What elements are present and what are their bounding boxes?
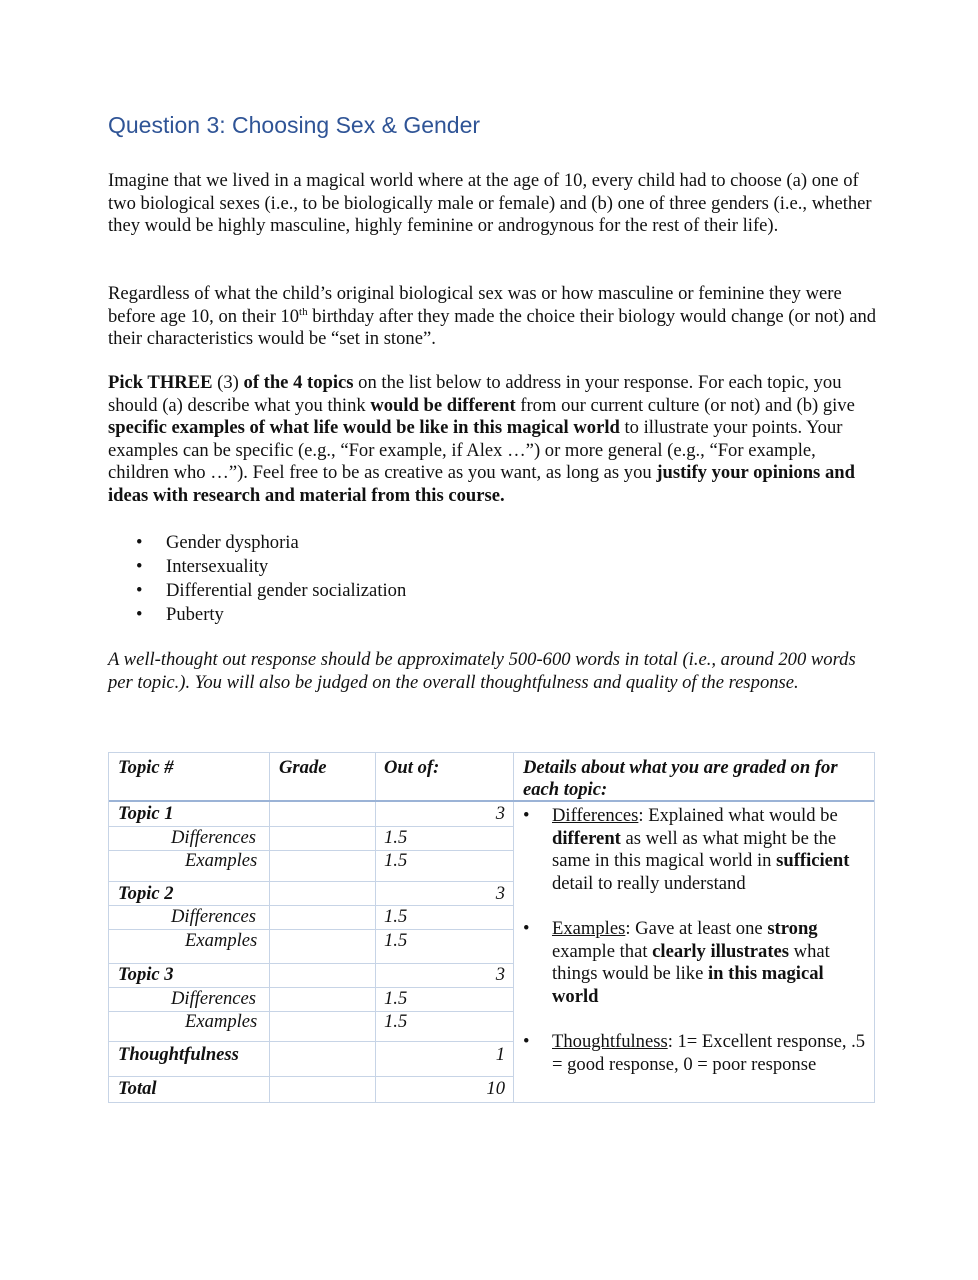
criteria-thoughtfulness-title: Thoughtfulness <box>552 1031 668 1052</box>
criteria-text: detail to really understand <box>552 872 746 894</box>
instr-bold-examples: specific examples of what life would be like in this magical world <box>108 417 620 438</box>
thoughtfulness-points: 1 <box>495 1044 505 1065</box>
topic-3-examples-label: Examples <box>185 1011 258 1032</box>
instr-bold-pick-three: Pick THREE <box>108 372 213 393</box>
topic-2-label: Topic 2 <box>118 883 174 904</box>
topic-3-label: Topic 3 <box>118 964 174 985</box>
criteria-bold: in this magical world <box>552 963 824 1007</box>
total-label: Total <box>118 1078 157 1099</box>
instr-bold-topics: of the 4 topics <box>243 372 354 393</box>
criteria-text: as well as what might be the same in this magical world in <box>552 827 837 871</box>
instr-bold-justify: justify your opinions and ideas with research and material from this course. <box>108 462 855 506</box>
criteria-bold: sufficient <box>776 850 850 871</box>
set-in-stone-paragraph <box>108 283 878 351</box>
topic-1-examples-label: Examples <box>185 850 258 871</box>
column-divider <box>513 753 514 1102</box>
criteria-bold: strong <box>767 918 818 939</box>
row-divider <box>109 850 513 851</box>
topic-1-label: Topic 1 <box>118 803 174 824</box>
topic-2-examples-points: 1.5 <box>384 930 408 951</box>
instr-text-1: (3) <box>212 372 244 393</box>
instr-text-2: on the list below to address in your response. For each topic, you should (a) describe what you think <box>108 372 842 416</box>
criteria-text: : Explained what would be <box>638 805 838 826</box>
row-divider <box>109 1041 513 1042</box>
row-divider <box>109 929 513 930</box>
instr-bold-different: would be different <box>370 394 516 416</box>
instr-text-4: to illustrate your points. Your examples can be specific (e.g., “For example, if Alex …”) or more general (e.g., “For example, children who …”). Feel free to be as creative as you want, as long as you <box>108 417 843 483</box>
topic-3-total: 3 <box>495 964 505 985</box>
para2-text-b: birthday after they made the choice their biology would change (or not) and their characteristics would be “set in stone”. <box>108 305 877 349</box>
topic-2-differences-points: 1.5 <box>384 906 408 927</box>
row-divider <box>109 905 513 906</box>
topic-1-differences-points: 1.5 <box>384 827 408 848</box>
topic-3-examples-points: 1.5 <box>384 1011 408 1032</box>
instr-text-3: from our current culture (or not) and (b) give <box>515 394 855 416</box>
topic-2-differences-label: Differences <box>171 906 257 927</box>
header-topic: Topic # <box>118 757 174 778</box>
ordinal-superscript: th <box>299 305 308 318</box>
header-details: Details about what you are graded on for each topic: <box>523 757 838 800</box>
row-divider <box>109 987 513 988</box>
row-divider <box>109 1011 513 1012</box>
total-points: 10 <box>486 1078 505 1099</box>
topic-1-differences-label: Differences <box>171 827 257 848</box>
criteria-bold: clearly illustrates <box>652 940 790 962</box>
list-item: • Puberty <box>136 603 406 627</box>
thoughtfulness-label: Thoughtfulness <box>118 1044 239 1065</box>
topic-3-differences-label: Differences <box>171 988 257 1009</box>
criteria-bold: different <box>552 827 621 849</box>
row-divider <box>109 881 513 882</box>
list-item: • Intersexuality <box>136 555 406 579</box>
list-item <box>521 1031 869 1076</box>
list-item <box>521 918 869 1008</box>
header-grade: Grade <box>279 757 327 778</box>
criteria-text: : 1= Excellent response, .5 = good response, 0 = poor response <box>552 1031 866 1075</box>
column-divider <box>375 753 376 1102</box>
topic-list <box>136 531 406 627</box>
list-item: • Gender dysphoria <box>136 531 406 555</box>
header-out-of: Out of: <box>384 757 440 778</box>
grading-criteria-list <box>521 805 869 1076</box>
criteria-text: : Gave at least one <box>625 918 768 939</box>
criteria-text: what things would be like <box>552 940 830 984</box>
criteria-examples-title: Examples <box>552 918 626 939</box>
question-heading: Question 3: Choosing Sex & Gender <box>108 112 481 138</box>
topic-1-total: 3 <box>495 803 505 824</box>
row-divider <box>109 826 513 827</box>
para2-text-a: Regardless of what the child’s original biological sex was or how masculine or feminine they were before age 10, on their 10 <box>108 283 842 327</box>
topic-3-differences-points: 1.5 <box>384 988 408 1009</box>
list-item <box>521 805 869 895</box>
topic-2-examples-label: Examples <box>185 930 258 951</box>
scenario-paragraph: Imagine that we lived in a magical world where at the age of 10, every child had to choose (a) one of two biological sexes (i.e., to be biologically male or female) and (b) one of three genders (i.e., whether they would be highly masculine, highly feminine or androgynous for the rest of their life). <box>108 170 872 236</box>
criteria-text: example that <box>552 940 653 962</box>
word-count-note: A well-thought out response should be approximately 500-600 words in total (i.e., around 200 words per topic.). You will also be judged on the overall thoughtfulness and quality of the response. <box>108 649 856 693</box>
instructions-paragraph <box>108 372 878 507</box>
criteria-differences-title: Differences <box>552 805 639 826</box>
row-divider <box>109 1076 513 1077</box>
list-item: • Differential gender socialization <box>136 579 406 603</box>
topic-2-total: 3 <box>495 883 505 904</box>
column-divider <box>269 753 270 1102</box>
topic-1-examples-points: 1.5 <box>384 850 408 871</box>
grading-table <box>108 752 875 1103</box>
